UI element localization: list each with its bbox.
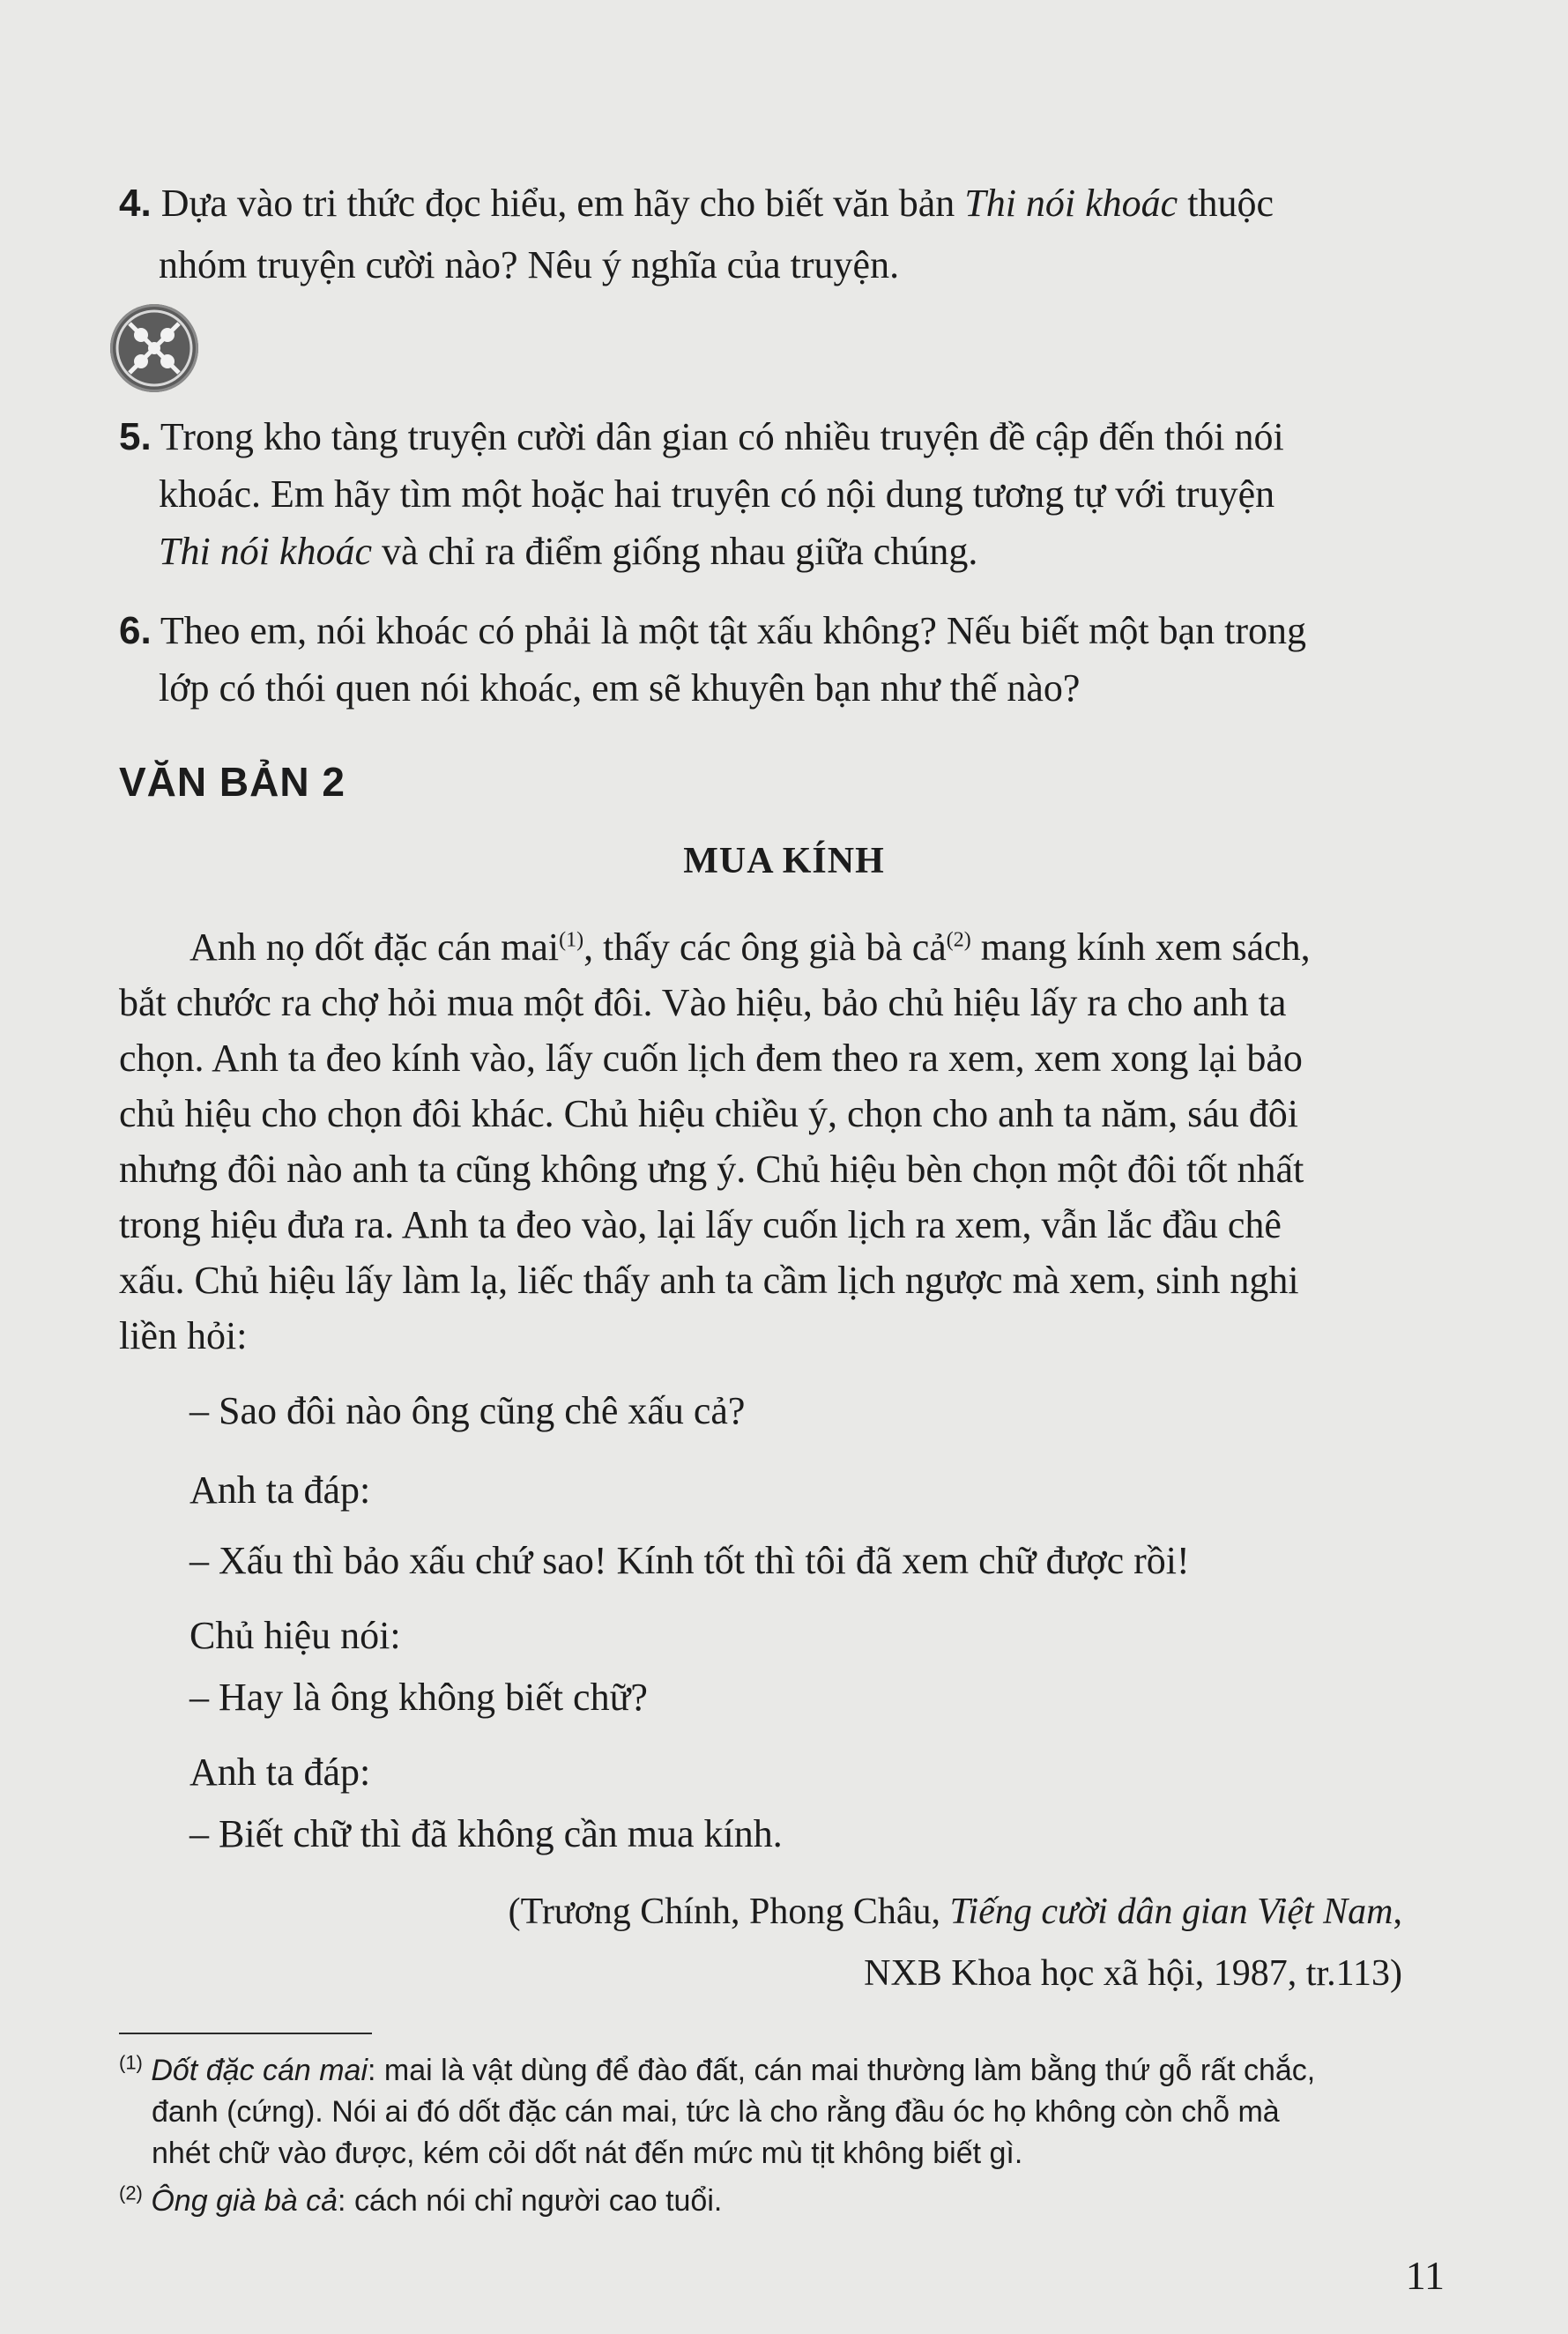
footnote-divider bbox=[119, 2033, 372, 2034]
citation-line-1: (Trương Chính, Phong Châu, Tiếng cười dân gian Việt Nam, bbox=[508, 1892, 1402, 1932]
paragraph-line: trong hiệu đưa ra. Anh ta đeo vào, lại lấy cuốn lịch ra xem, vẫn lắc đầu chê bbox=[119, 1203, 1282, 1246]
dialogue-line: – Biết chữ thì đã không cần mua kính. bbox=[189, 1812, 783, 1855]
question-number: 6. bbox=[119, 609, 152, 652]
question-4-line-2: nhóm truyện cười nào? Nêu ý nghĩa của truyện. bbox=[159, 243, 900, 286]
group-discussion-icon-glyph bbox=[110, 304, 198, 392]
question-number: 4. bbox=[119, 182, 152, 225]
question-5-line-1: 5. Trong kho tàng truyện cười dân gian có nhiều truyện đề cập đến thói nói bbox=[119, 415, 1284, 458]
footnote-1-line-2: đanh (cứng). Nói ai đó dốt đặc cán mai, tức là cho rằng đầu óc họ không còn chỗ mà bbox=[152, 2095, 1280, 2129]
page-number: 11 bbox=[1405, 2253, 1445, 2298]
question-5-line-2: khoác. Em hãy tìm một hoặc hai truyện có nội dung tương tự với truyện bbox=[159, 472, 1275, 516]
group-discussion-icon bbox=[110, 304, 198, 392]
question-5-line-3: Thi nói khoác và chỉ ra điểm giống nhau giữa chúng. bbox=[159, 530, 978, 573]
footnote-2: $^{(2)}$ Ông già bà cả: cách nói chỉ người cao tuổi. bbox=[119, 2182, 723, 2218]
footnote-1-line-1: $^{(1)}$ Dốt đặc cán mai: mai là vật dùng để đào đất, cán mai thường làm bằng thứ gỗ rất chắc, bbox=[119, 2051, 1316, 2087]
dialogue-line: Chủ hiệu nói: bbox=[189, 1614, 401, 1657]
paragraph-line: bắt chước ra chợ hỏi mua một đôi. Vào hiệu, bảo chủ hiệu lấy ra cho anh ta bbox=[119, 981, 1287, 1024]
question-6-line-1: 6. Theo em, nói khoác có phải là một tật xấu không? Nếu biết một bạn trong bbox=[119, 609, 1307, 652]
paragraph-line: nhưng đôi nào anh ta cũng không ưng ý. Chủ hiệu bèn chọn một đôi tốt nhất bbox=[119, 1148, 1304, 1191]
dialogue-line: – Hay là ông không biết chữ? bbox=[189, 1676, 648, 1719]
dialogue-line: Anh ta đáp: bbox=[189, 1750, 371, 1794]
paragraph-line: liền hỏi: bbox=[119, 1314, 248, 1357]
paragraph-line: chủ hiệu cho chọn đôi khác. Chủ hiệu chiều ý, chọn cho anh ta năm, sáu đôi bbox=[119, 1092, 1298, 1135]
citation-line-2: NXB Khoa học xã hội, 1987, tr.113) bbox=[864, 1953, 1402, 1994]
footnote-ref-2: (2) bbox=[946, 928, 971, 952]
dialogue-line: – Sao đôi nào ông cũng chê xấu cả? bbox=[189, 1389, 746, 1432]
paragraph-line-1: Anh nọ dốt đặc cán mai$^{(1)}$, thấy các ông già bà cả$^{(2)}$ mang kính xem sách, bbox=[189, 925, 1311, 969]
footnote-1-line-3: nhét chữ vào được, kém cỏi dốt nát đến mức mù tịt không biết gì. bbox=[152, 2137, 1023, 2170]
question-6-line-2: lớp có thói quen nói khoác, em sẽ khuyên bạn như thế nào? bbox=[159, 666, 1081, 710]
question-4-line-1: 4. Dựa vào tri thức đọc hiểu, em hãy cho biết văn bản Thi nói khoác thuộc bbox=[119, 182, 1274, 225]
dialogue-line: Anh ta đáp: bbox=[189, 1468, 371, 1512]
paragraph-line: chọn. Anh ta đeo kính vào, lấy cuốn lịch đem theo ra xem, xem xong lại bảo bbox=[119, 1037, 1303, 1080]
question-number: 5. bbox=[119, 415, 152, 458]
section-heading: VĂN BẢN 2 bbox=[119, 759, 346, 805]
story-title: MUA KÍNH bbox=[683, 841, 885, 881]
paragraph-line: xấu. Chủ hiệu lấy làm lạ, liếc thấy anh ta cầm lịch ngược mà xem, sinh nghi bbox=[119, 1259, 1299, 1302]
footnote-ref-1: (1) bbox=[559, 928, 584, 952]
dialogue-line: – Xấu thì bảo xấu chứ sao! Kính tốt thì tôi đã xem chữ được rồi! bbox=[189, 1539, 1190, 1582]
